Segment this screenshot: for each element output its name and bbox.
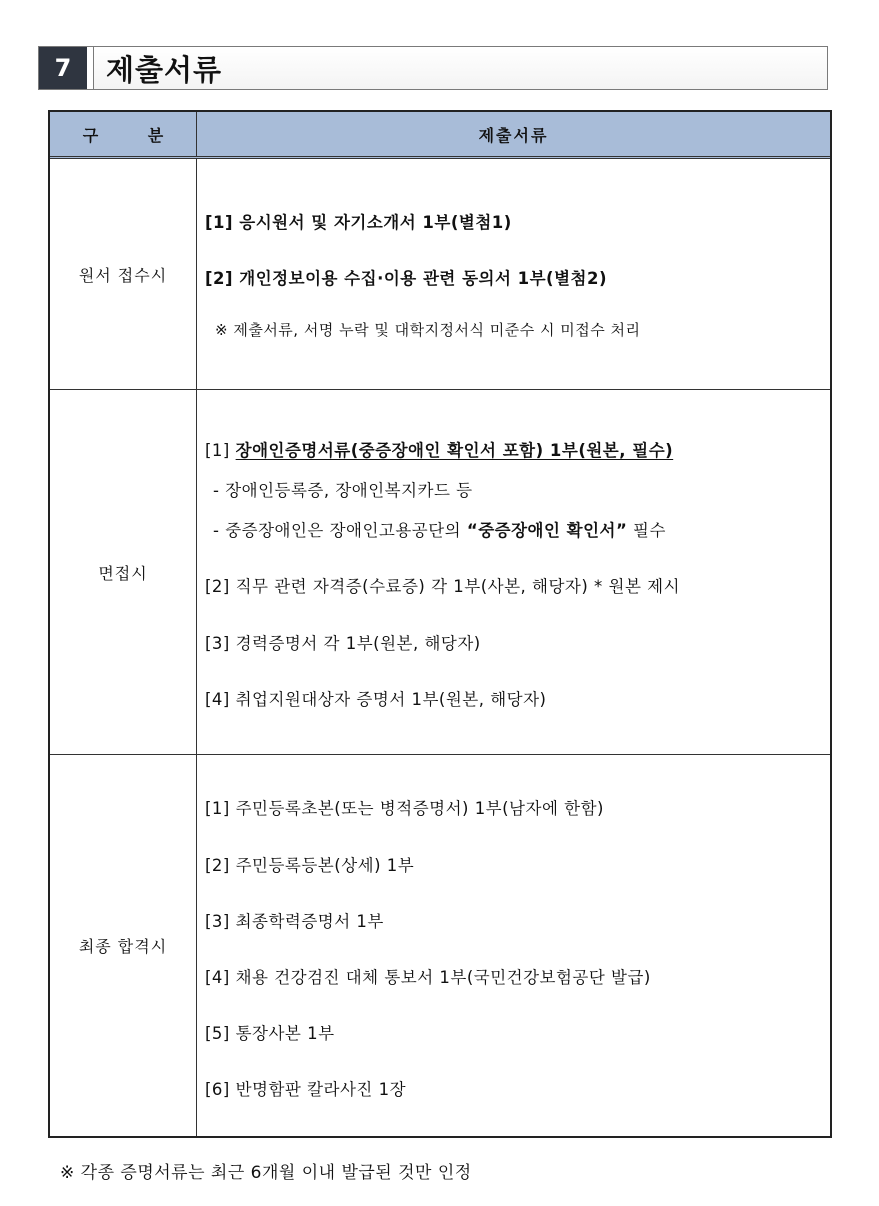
item-main-required: 장애인증명서류(중증장애인 확인서 포함) 1부(원본, 필수): [235, 441, 674, 460]
list-item: [5] 통장사본 1부: [205, 1024, 335, 1043]
row-category: 최종 합격시: [50, 755, 197, 1136]
sub-item-emphasis: “중증장애인 확인서”: [466, 521, 628, 540]
header-documents: 제출서류: [478, 125, 549, 145]
documents-table: [48, 110, 832, 1138]
sub-item-text: - 중증장애인은 장애인고용공단의: [213, 521, 467, 540]
section-number: 7: [39, 47, 87, 89]
list-item: [1] 주민등록초본(또는 병적증명서) 1부(남자에 한함): [205, 799, 604, 818]
list-item: [205, 437, 673, 461]
section-header: [38, 46, 828, 90]
list-item: [6] 반명함판 칼라사진 1장: [205, 1080, 407, 1099]
list-item: [4] 취업지원대상자 증명서 1부(원본, 해당자): [205, 690, 547, 709]
sub-item: [213, 517, 666, 541]
table-row: [50, 390, 830, 755]
list-item: [3] 경력증명서 각 1부(원본, 해당자): [205, 634, 481, 653]
list-item: [4] 채용 건강검진 대체 통보서 1부(국민건강보험공단 발급): [205, 968, 651, 987]
table-row: [50, 159, 830, 390]
footnote: ※ 각종 증명서류는 최근 6개월 이내 발급된 것만 인정: [60, 1163, 472, 1183]
row-category: 원서 접수시: [50, 159, 197, 389]
list-item: [2] 주민등록등본(상세) 1부: [205, 856, 415, 875]
note-text: ※ 제출서류, 서명 누락 및 대학지정서식 미준수 시 미접수 처리: [215, 321, 641, 339]
list-item: [1] 응시원서 및 자기소개서 1부(별첨1): [205, 213, 512, 232]
row-category: 면접시: [50, 390, 197, 754]
row-documents: [197, 390, 830, 754]
header-category: 구 분: [50, 112, 197, 156]
table-header: [50, 112, 830, 159]
row-documents: [197, 159, 830, 389]
row-documents: [197, 755, 830, 1136]
section-title: 제출서류: [93, 47, 827, 89]
table-row: [50, 755, 830, 1136]
item-prefix: [1]: [205, 441, 236, 460]
list-item: [2] 직무 관련 자격증(수료증) 각 1부(사본, 해당자) * 원본 제시: [205, 577, 681, 596]
sub-item-text: 필수: [627, 521, 666, 540]
sub-item: - 장애인등록증, 장애인복지카드 등: [213, 481, 473, 500]
list-item: [2] 개인정보이용 수집·이용 관련 동의서 1부(별첨2): [205, 269, 607, 288]
list-item: [3] 최종학력증명서 1부: [205, 912, 384, 931]
